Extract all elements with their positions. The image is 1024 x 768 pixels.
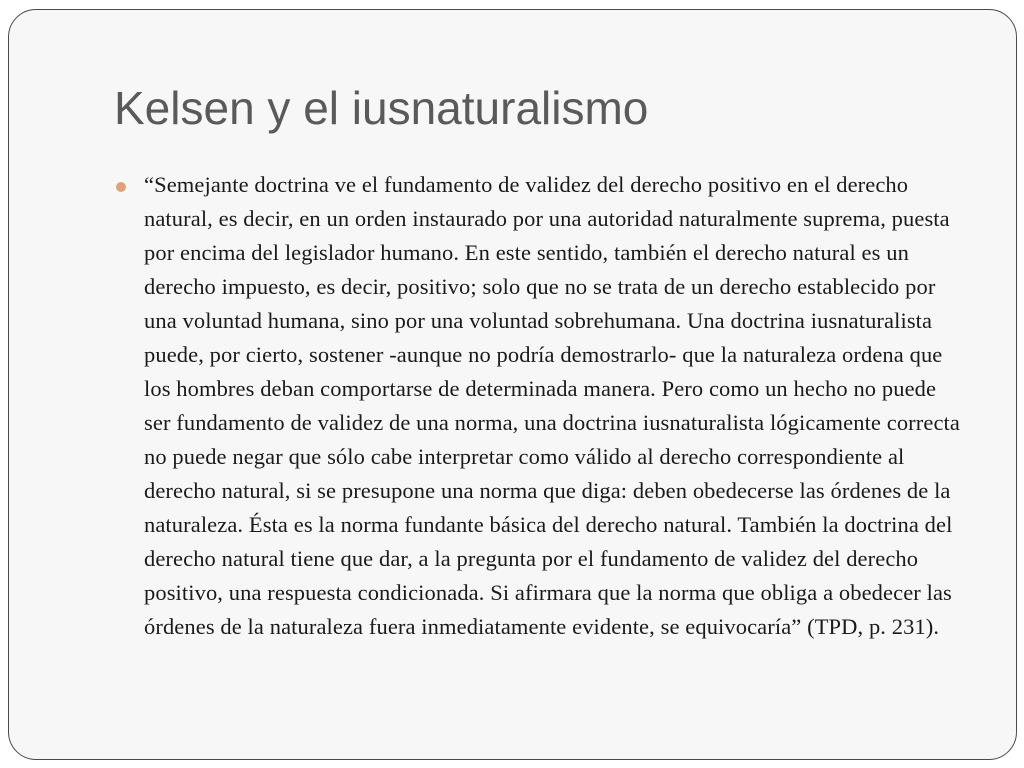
- slide-title: Kelsen y el iusnaturalismo: [114, 82, 649, 134]
- bullet-item: [112, 168, 960, 644]
- bullet-list: [112, 168, 960, 644]
- bullet-text: “Semejante doctrina ve el fundamento de validez del derecho positivo en el derecho natural, es decir, en un orden instaurado por una autoridad naturalmente suprema, puesta por encima del legislador humano. En este sentido, también el derecho natural es un derecho impuesto, es decir, positivo; solo que no se trata de un derecho establecido por una voluntad humana, sino por una voluntad sobrehumana. Una doctrina iusnaturalista puede, por cierto, sostener -aunque no podría demostrarlo- que la naturaleza ordena que los hombres deban comportarse de determinada manera. Pero como un hecho no puede ser fundamento de validez de una norma, una doctrina iusnaturalista lógicamente correcta no puede negar que sólo cabe interpretar como válido al derecho correspondiente al derecho natural, si se presupone una norma que diga: deben obedecerse las órdenes de la naturaleza. Ésta es la norma fundante básica del derecho natural. También la doctrina del derecho natural tiene que dar, a la pregunta por el fundamento de validez del derecho positivo, una respuesta condicionada. Si afirmara que la norma que obliga a obedecer las órdenes de la naturaleza fuera inmediatamente evidente, se equivocaría” (TPD, p. 231).: [144, 172, 960, 639]
- bullet-dot-icon: [116, 182, 126, 192]
